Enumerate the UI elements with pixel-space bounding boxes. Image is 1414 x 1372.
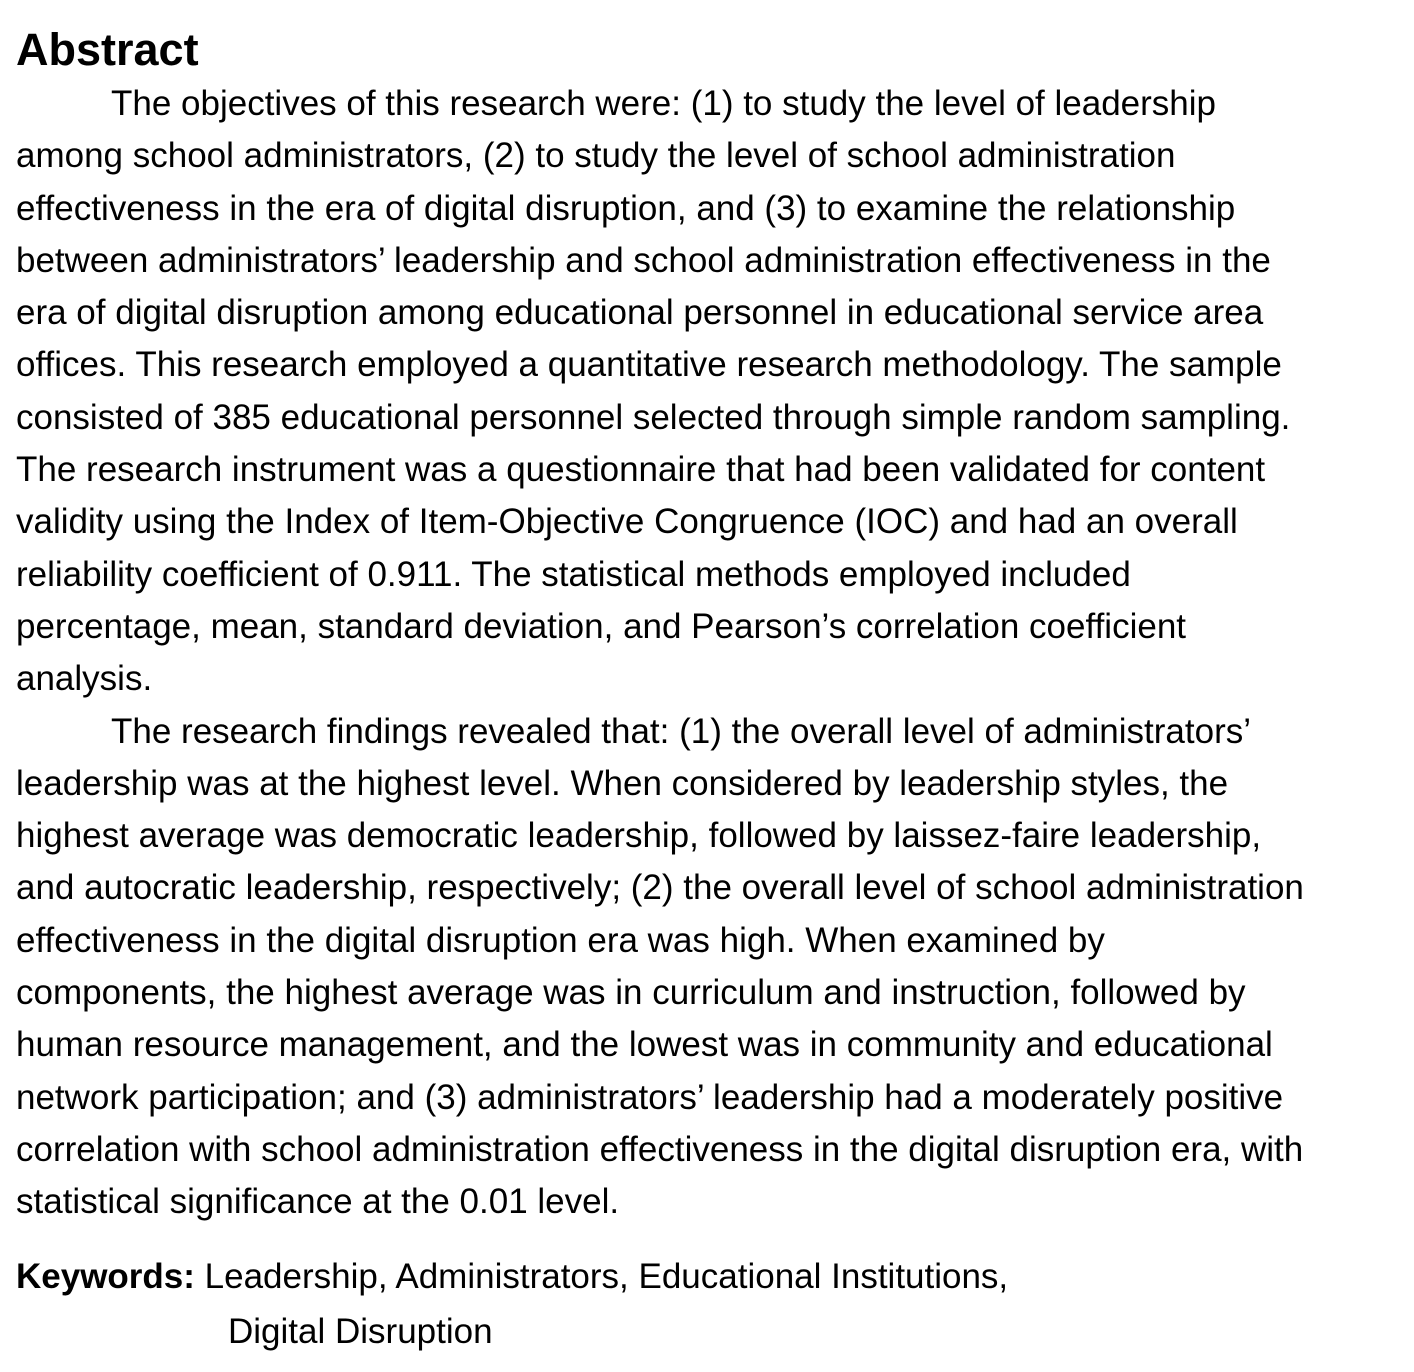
keywords-list: Leadership, Administrators, Educational Institutions, bbox=[194, 1256, 1009, 1296]
paragraph-line: effectiveness in the digital disruption era was high. When examined by bbox=[16, 920, 1105, 960]
paragraph-line: statistical significance at the 0.01 level. bbox=[16, 1182, 620, 1222]
paragraph-line: highest average was democratic leadership, followed by laissez-faire leadership, bbox=[16, 816, 1262, 856]
paragraph-line: The research instrument was a questionnaire that had been validated for content bbox=[16, 450, 1266, 490]
paragraph-line: era of digital disruption among educational personnel in educational service area bbox=[16, 293, 1264, 333]
keywords-line-1 bbox=[16, 1249, 1414, 1304]
keywords-label: Keywords: bbox=[16, 1256, 195, 1296]
keywords-section bbox=[16, 1249, 1414, 1359]
paragraph-line: effectiveness in the era of digital disruption, and (3) to examine the relationship bbox=[16, 188, 1236, 228]
paragraph-line: offices. This research employed a quantitative research methodology. The sample bbox=[16, 345, 1282, 385]
paragraph-line: analysis. bbox=[16, 659, 153, 699]
paragraph-line: network participation; and (3) administrators’ leadership had a moderately positive bbox=[16, 1077, 1284, 1117]
paragraph-line: The research findings revealed that: (1) the overall level of administrators’ bbox=[111, 711, 1251, 751]
abstract-paragraph-2 bbox=[16, 706, 1414, 1229]
abstract-page bbox=[16, 22, 1414, 1359]
paragraph-line: percentage, mean, standard deviation, and Pearson’s correlation coefficient bbox=[16, 606, 1187, 646]
paragraph-line: consisted of 385 educational personnel selected through simple random sampling. bbox=[16, 397, 1291, 437]
paragraph-line: and autocratic leadership, respectively; (2) the overall level of school administration bbox=[16, 868, 1304, 908]
paragraph-line: between administrators’ leadership and school administration effectiveness in the bbox=[16, 240, 1271, 280]
paragraph-line: human resource management, and the lowest was in community and educational bbox=[16, 1025, 1273, 1065]
abstract-title: Abstract bbox=[16, 24, 199, 75]
paragraph-line: leadership was at the highest level. When considered by leadership styles, the bbox=[16, 763, 1229, 803]
keywords-line-2: Digital Disruption bbox=[228, 1311, 493, 1351]
paragraph-line: correlation with school administration effectiveness in the digital disruption era, with bbox=[16, 1129, 1304, 1169]
paragraph-line: reliability coefficient of 0.911. The statistical methods employed included bbox=[16, 554, 1131, 594]
abstract-paragraph-1 bbox=[16, 78, 1414, 706]
paragraph-line: among school administrators, (2) to study the level of school administration bbox=[16, 136, 1176, 176]
paragraph-line: validity using the Index of Item-Objective Congruence (IOC) and had an overall bbox=[16, 502, 1238, 542]
paragraph-line: components, the highest average was in curriculum and instruction, followed by bbox=[16, 973, 1246, 1013]
paragraph-line: The objectives of this research were: (1) to study the level of leadership bbox=[111, 84, 1216, 123]
